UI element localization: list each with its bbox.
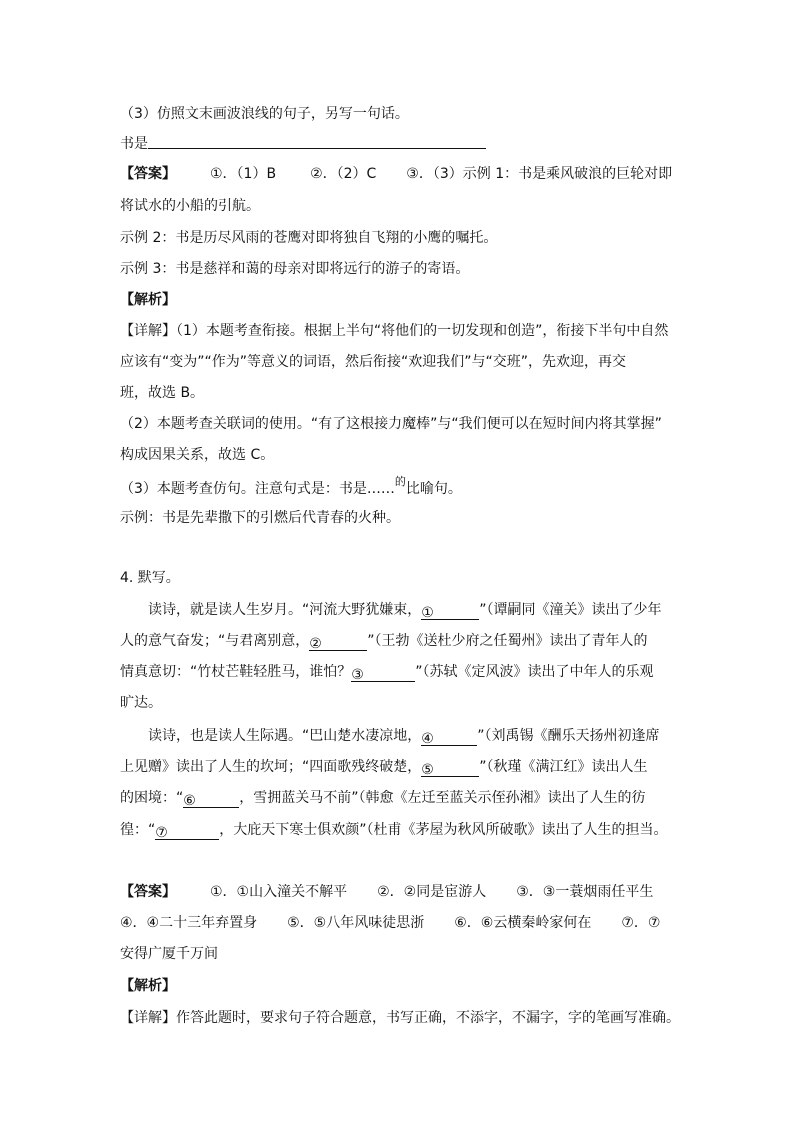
- detail-3: [120, 475, 462, 499]
- blank-2: ②: [309, 634, 367, 651]
- q3-stem: 书是: [120, 136, 148, 152]
- q4-answer-7: ⑦．⑦: [621, 915, 661, 931]
- blank-5: ⑤: [421, 760, 479, 777]
- blank-1: ①: [421, 603, 479, 620]
- p1-text: 人的意气奋发；“与君离别意，: [120, 633, 310, 649]
- q4-title: 4. 默写。: [120, 570, 180, 586]
- q4-answer-4: ④．④二十三年弃置身: [120, 915, 258, 931]
- p2-text: ”（秋瑾《满江红》读出人生: [479, 759, 648, 775]
- q4-answer-2: ②．②同是宦游人: [377, 884, 487, 900]
- detail-3-text: （3）本题考查仿句。注意句式是：书是……: [120, 481, 395, 497]
- p2-text: ”（刘禹锡《酬乐天扬州初逢席: [477, 728, 660, 744]
- q4-answer-5: ⑤．⑤八年风味徒思浙: [287, 915, 425, 931]
- answer-1: ①．（1）B: [210, 166, 277, 182]
- q4-answer-6: ⑥．⑥云横秦岭家何在: [454, 915, 592, 931]
- answer-3: ③．（3）示例 1：书是乘风破浪的巨轮对即: [406, 166, 673, 182]
- p2-line-4: [120, 820, 668, 840]
- p2-text: ，雪拥蓝关马不前”（韩愈《左迁至蓝关示侄孙湘》读出了人生的彷: [239, 790, 646, 806]
- answer-label: 【答案】: [120, 166, 176, 182]
- q4-answer-row-2: [120, 913, 660, 933]
- p1-text: 情真意切：“竹杖芒鞋轻胜马，谁怕？: [120, 664, 352, 680]
- detail-1-line-1: 【详解】（1）本题考查衔接。根据上半句“将他们的一切发现和创造”，衔接下半句中自然: [120, 323, 669, 339]
- analysis-label: 【解析】: [120, 292, 176, 308]
- blank-4: ④: [421, 729, 477, 746]
- p1-text: 读诗，就是读人生岁月。“河流大野犹嫌束，: [148, 602, 422, 618]
- p2-text: ，大庇天下寒士俱欢颜”（杜甫《茅屋为秋风所破歌》读出了人生的担当。: [219, 822, 668, 838]
- detail-3-sup: 的: [394, 475, 406, 488]
- detail-3-tail: 比喻句。: [405, 481, 462, 497]
- q3-answer-line: [148, 148, 486, 149]
- q4-analysis-label: 【解析】: [120, 978, 176, 994]
- detail-1-line-2: 应该有“变为”“作为”等意义的词语，然后衔接“欢迎我们”与“交班”，先欢迎，再交: [120, 354, 627, 370]
- answer-2: ②．（2）C: [310, 166, 377, 182]
- p1-line-4: 旷达。: [120, 695, 162, 711]
- p2-line-3: [120, 788, 646, 808]
- p1-text: ”（王勃《送杜少府之任蜀州》读出了青年人的: [367, 633, 648, 649]
- example-3: 示例 3：书是慈祥和蔼的母亲对即将远行的游子的寄语。: [120, 261, 470, 277]
- q4-detail: 【详解】作答此题时，要求句子符合题意，书写正确，不添字，不漏字，字的笔画写准确。: [120, 1010, 680, 1026]
- q4-answer-7-cont: 安得广厦千万间: [120, 946, 218, 962]
- q4-answer-label: 【答案】: [120, 884, 176, 900]
- blank-7: ⑦: [155, 823, 219, 840]
- detail-2-line-2: 构成因果关系，故选 C。: [120, 447, 275, 463]
- q4-answer-1: ①．①山入潼关不解平: [210, 884, 348, 900]
- detail-1-line-3: 班，故选 B。: [120, 385, 205, 401]
- p1-line-2: [120, 631, 648, 651]
- example-2: 示例 2：书是历尽风雨的苍鹰对即将独自飞翔的小鹰的嘱托。: [120, 230, 498, 246]
- detail-2-line-1: （2）本题考查关联词的使用。“有了这根接力魔棒”与“我们便可以在短时间内将其掌握”: [120, 416, 662, 432]
- p2-text: 的困境：“: [120, 790, 184, 806]
- detail-3-example: 示例：书是先辈撒下的引燃后代青春的火种。: [120, 510, 400, 526]
- blank-6: ⑥: [183, 791, 239, 808]
- answer-row: [120, 164, 672, 184]
- p2-line-1: [148, 726, 660, 746]
- p1-line-3: [120, 662, 654, 682]
- p1-text: ”（谭嗣同《潼关》读出了少年: [479, 602, 662, 618]
- blank-3: ③: [351, 665, 415, 682]
- answer-3-cont: 将试水的小船的引航。: [120, 198, 260, 214]
- q3-prompt: （3）仿照文末画波浪线的句子，另写一句话。: [120, 106, 409, 122]
- p2-line-2: [120, 757, 648, 777]
- p2-text: 徨：“: [120, 822, 156, 838]
- p1-text: ”（苏轼《定风波》读出了中年人的乐观: [415, 664, 654, 680]
- q4-answer-row-1: [120, 882, 653, 902]
- p2-text: 读诗，也是读人生际遇。“巴山楚水凄凉地，: [148, 728, 422, 744]
- q4-answer-3: ③．③一蓑烟雨任平生: [516, 884, 654, 900]
- p2-text: 上见赠》读出了人生的坎坷；“四面歌残终破楚，: [120, 759, 422, 775]
- p1-line-1: [148, 600, 662, 620]
